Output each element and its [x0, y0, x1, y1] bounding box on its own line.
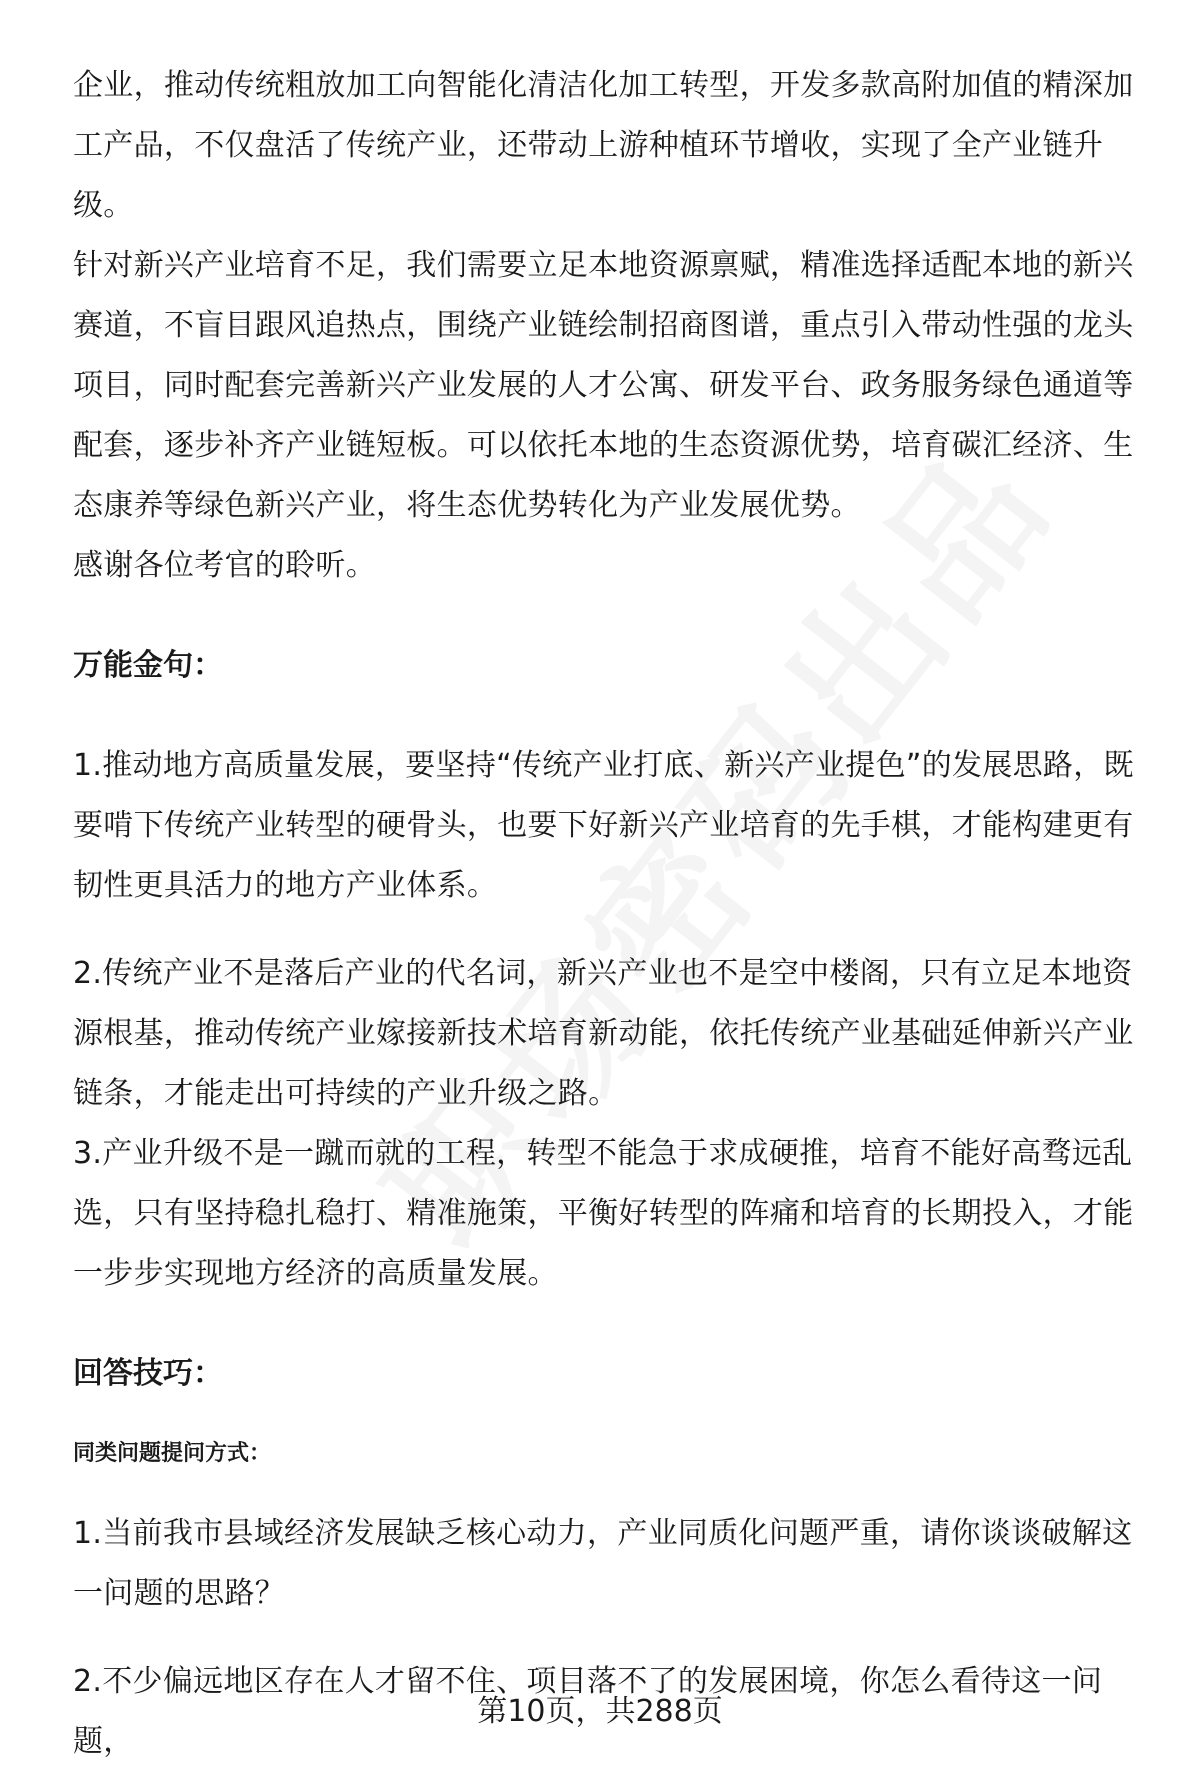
paragraph-thanks: 感谢各位考官的聆听。 — [73, 548, 376, 583]
section-heading-answer-tips: 回答技巧： — [73, 1356, 223, 1391]
section-heading-golden-sentences: 万能金句： — [73, 648, 223, 683]
paragraph-emerging-industry: 针对新兴产业培育不足，我们需要立足本地资源禀赋，精准选择适配本地的新兴赛道，不盲目跟风追热点，围绕产业链绘制招商图谱，重点引入带动性强的龙头项目，同时配套完善新兴产业发展的人才公寓、研发平台、政务服务绿色通道等配套，逐步补齐产业链短板。可以依托本地的生态资源优势，培育碳汇经济、生态康养等绿色新兴产业，将生态优势转化为产业发展优势。 — [73, 248, 1134, 523]
golden-sentence-3: 3.产业升级不是一蹴而就的工程，转型不能急于求成硬推，培育不能好高骛远乱选，只有坚持稳扎稳打、精准施策，平衡好转型的阵痛和培育的长期投入，才能一步步实现地方经济的高质量发展。 — [73, 1136, 1134, 1291]
golden-sentence-1: 1.推动地方高质量发展，要坚持“传统产业打底、新兴产业提色”的发展思路，既要啃下传统产业转型的硬骨头，也要下好新兴产业培育的先手棋，才能构建更有韧性更具活力的地方产业体系。 — [73, 748, 1134, 903]
document-body — [73, 56, 1143, 1772]
similar-question-2: 2.不少偏远地区存在人才留不住、项目落不了的发展困境，你怎么看待这一问题， — [73, 1664, 1103, 1759]
similar-question-1: 1.当前我市县域经济发展缺乏核心动力，产业同质化问题严重，请你谈谈破解这一问题的思路？ — [73, 1516, 1133, 1611]
subheading-similar-questions: 同类问题提问方式： — [73, 1441, 272, 1466]
page-number: 第10页，共288页 — [477, 1694, 723, 1729]
golden-sentence-2: 2.传统产业不是落后产业的代名词，新兴产业也不是空中楼阁，只有立足本地资源根基，推动传统产业嫁接新技术培育新动能，依托传统产业基础延伸新兴产业链条，才能走出可持续的产业升级之路。 — [73, 956, 1134, 1111]
paragraph-continued: 企业，推动传统粗放加工向智能化清洁化加工转型，开发多款高附加值的精深加工产品，不仅盘活了传统产业，还带动上游种植环节增收，实现了全产业链升级。 — [73, 68, 1134, 223]
